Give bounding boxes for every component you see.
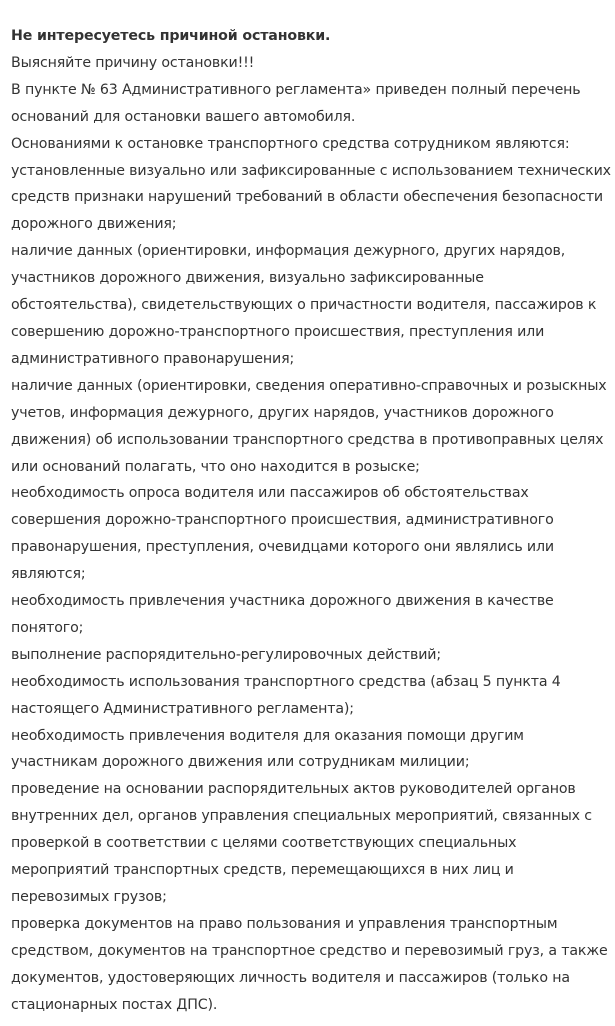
paragraph-intro-call: Выясняйте причину остановки!!! xyxy=(11,54,255,71)
ground-item-accident-involvement: наличие данных (ориентировки, информация дежурного, других нарядов, участников дорожного движения, визуально зафиксированные обстоятельства), свидетельствующих о причастности водителя, пассажиров к совершению дорожно-транспортного происшествия, преступления или административного правонарушения; xyxy=(11,243,597,367)
ground-item-witness-questioning: необходимость опроса водителя или пассажиров об обстоятельствах совершения дорожно-транспортного происшествия, административного правонарушения, преступления, очевидцами которого они являлись или являются; xyxy=(11,485,554,583)
ground-item-vehicle-use: необходимость использования транспортного средства (абзац 5 пункта 4 настоящего Административного регламента); xyxy=(11,673,561,717)
ground-item-assistance: необходимость привлечения водителя для оказания помощи другим участникам дорожного движения или сотрудникам милиции; xyxy=(11,727,524,771)
paragraph-grounds-heading: Основаниями к остановке транспортного средства сотрудником являются: xyxy=(11,135,570,152)
ground-item-violations: установленные визуально или зафиксированные с использованием технических средств признаки нарушений требований в области обеспечения безопасности дорожного движения; xyxy=(11,162,611,233)
ground-item-special-operations: проведение на основании распорядительных актов руководителей органов внутренних дел, органов управления специальных мероприятий, связанных с проверкой в соответствии с целями соответствующих специальных мероприятий транспортных средств, перемещающихся в них лиц и перевозимых грузов; xyxy=(11,781,592,905)
ground-item-attesting-witness: необходимость привлечения участника дорожного движения в качестве понятого; xyxy=(11,593,554,636)
document-title: Не интересуетесь причиной остановки. xyxy=(11,28,331,44)
ground-item-traffic-regulation: выполнение распорядительно-регулировочных действий; xyxy=(11,646,441,663)
ground-item-wanted-vehicle: наличие данных (ориентировки, сведения оперативно-справочных и розыскных учетов, информация дежурного, других нарядов, участников дорожного движения) об использовании транспортного средства в противоправных целях или оснований полагать, что оно находится в розыске; xyxy=(11,377,607,475)
paragraph-regulation-reference: В пункте № 63 Административного регламента» приведен полный перечень оснований для остановки вашего автомобиля. xyxy=(11,81,581,125)
ground-item-document-check: проверка документов на право пользования и управления транспортным средством, документов на транспортное средство и перевозимый груз, а также документов, удостоверяющих личность водителя и пассажиров (только на стационарных постах ДПС). xyxy=(11,915,608,1013)
